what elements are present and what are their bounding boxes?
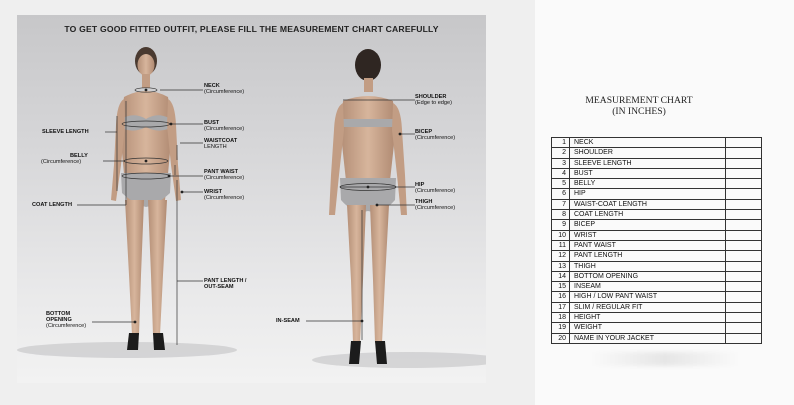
floor-shadow-back (312, 352, 486, 368)
row-number: 11 (552, 240, 570, 250)
row-number: 14 (552, 271, 570, 281)
measurement-value-cell[interactable] (726, 138, 762, 148)
blurred-footer (590, 352, 740, 366)
measurement-value-cell[interactable] (726, 158, 762, 168)
label-pant-length: PANT LENGTH / OUT-SEAM (204, 278, 247, 291)
row-number: 17 (552, 302, 570, 312)
table-row (552, 168, 762, 178)
row-number: 15 (552, 282, 570, 292)
measurement-name: WEIGHT (570, 323, 726, 333)
label-sleeve-length: SLEEVE LENGTH (42, 129, 89, 135)
row-number: 5 (552, 179, 570, 189)
measurement-name: NAME IN YOUR JACKET (570, 333, 726, 343)
table-row (552, 292, 762, 302)
label-belly: BELLY (Circumference) (41, 153, 88, 166)
row-number: 10 (552, 230, 570, 240)
measurement-name: HEIGHT (570, 313, 726, 323)
table-row (552, 313, 762, 323)
table-row (552, 220, 762, 230)
measurement-value-cell[interactable] (726, 333, 762, 343)
measurement-name: SLEEVE LENGTH (570, 158, 726, 168)
back-figure (329, 49, 407, 364)
measurement-name: SHOULDER (570, 148, 726, 158)
measurement-name: HIGH / LOW PANT WAIST (570, 292, 726, 302)
table-row (552, 333, 762, 343)
measurement-value-cell[interactable] (726, 199, 762, 209)
measurement-value-cell[interactable] (726, 220, 762, 230)
table-row (552, 251, 762, 261)
measurement-name: INSEAM (570, 282, 726, 292)
row-number: 18 (552, 313, 570, 323)
chart-title-line2: (IN INCHES) (612, 105, 666, 117)
measurement-value-cell[interactable] (726, 251, 762, 261)
row-number: 16 (552, 292, 570, 302)
panel-title: TO GET GOOD FITTED OUTFIT, PLEASE FILL THE MEASUREMENT CHART CAREFULLY (64, 24, 439, 34)
label-bottom-opening: BOTTOM OPENING (Circumference) (46, 311, 87, 330)
row-number: 12 (552, 251, 570, 261)
measurement-table (551, 137, 762, 344)
measurement-value-cell[interactable] (726, 189, 762, 199)
row-number: 13 (552, 261, 570, 271)
table-row (552, 230, 762, 240)
measurement-value-cell[interactable] (726, 230, 762, 240)
row-number: 20 (552, 333, 570, 343)
table-row (552, 148, 762, 158)
table-row (552, 189, 762, 199)
table-row (552, 261, 762, 271)
label-shoulder: SHOULDER (Edge to edge) (415, 94, 453, 107)
label-wrist: WRIST (Circumference) (204, 189, 245, 202)
measurement-value-cell[interactable] (726, 168, 762, 178)
measurement-name: WAIST-COAT LENGTH (570, 199, 726, 209)
table-row (552, 199, 762, 209)
measurement-value-cell[interactable] (726, 210, 762, 220)
row-number: 4 (552, 168, 570, 178)
measurement-name: BELLY (570, 179, 726, 189)
label-inseam: IN-SEAM (276, 318, 300, 324)
measurement-name: COAT LENGTH (570, 210, 726, 220)
table-row (552, 210, 762, 220)
measurement-value-cell[interactable] (726, 292, 762, 302)
table-row (552, 323, 762, 333)
measurement-value-cell[interactable] (726, 323, 762, 333)
table-row (552, 271, 762, 281)
measurement-value-cell[interactable] (726, 148, 762, 158)
row-number: 19 (552, 323, 570, 333)
measurement-chart-title (559, 96, 719, 117)
measurement-name: BUST (570, 168, 726, 178)
label-waistcoat: WAISTCOAT LENGTH (204, 138, 238, 151)
label-thigh: THIGH (Circumference) (415, 199, 456, 212)
row-number: 2 (552, 148, 570, 158)
measurement-value-cell[interactable] (726, 240, 762, 250)
measurement-name: NECK (570, 138, 726, 148)
measurement-value-cell[interactable] (726, 261, 762, 271)
measurement-illustration-panel (17, 15, 486, 383)
row-number: 7 (552, 199, 570, 209)
table-row (552, 302, 762, 312)
measurement-value-cell[interactable] (726, 302, 762, 312)
row-number: 3 (552, 158, 570, 168)
label-neck: NECK (Circumference) (204, 83, 245, 96)
label-coat-length: COAT LENGTH (32, 202, 72, 208)
measurement-name: WRIST (570, 230, 726, 240)
row-number: 8 (552, 210, 570, 220)
measurement-name: THIGH (570, 261, 726, 271)
table-row (552, 158, 762, 168)
measurement-name: BICEP (570, 220, 726, 230)
measurement-name: PANT WAIST (570, 240, 726, 250)
measurement-name: SLIM / REGULAR FIT (570, 302, 726, 312)
label-bicep: BICEP (Circumference) (415, 129, 456, 142)
row-number: 6 (552, 189, 570, 199)
chart-title-line1: MEASUREMENT CHART (585, 95, 693, 106)
measurement-value-cell[interactable] (726, 271, 762, 281)
table-row (552, 179, 762, 189)
table-row (552, 138, 762, 148)
label-bust: BUST (Circumference) (204, 120, 245, 133)
row-number: 1 (552, 138, 570, 148)
measurement-value-cell[interactable] (726, 179, 762, 189)
label-hip: HIP (Circumference) (415, 182, 456, 195)
measurement-value-cell[interactable] (726, 282, 762, 292)
measurement-name: HIP (570, 189, 726, 199)
label-pant-waist: PANT WAIST (Circumference) (204, 169, 245, 182)
measurement-name: BOTTOM OPENING (570, 271, 726, 281)
table-row (552, 282, 762, 292)
measurement-value-cell[interactable] (726, 313, 762, 323)
table-row (552, 240, 762, 250)
measurement-name: PANT LENGTH (570, 251, 726, 261)
row-number: 9 (552, 220, 570, 230)
